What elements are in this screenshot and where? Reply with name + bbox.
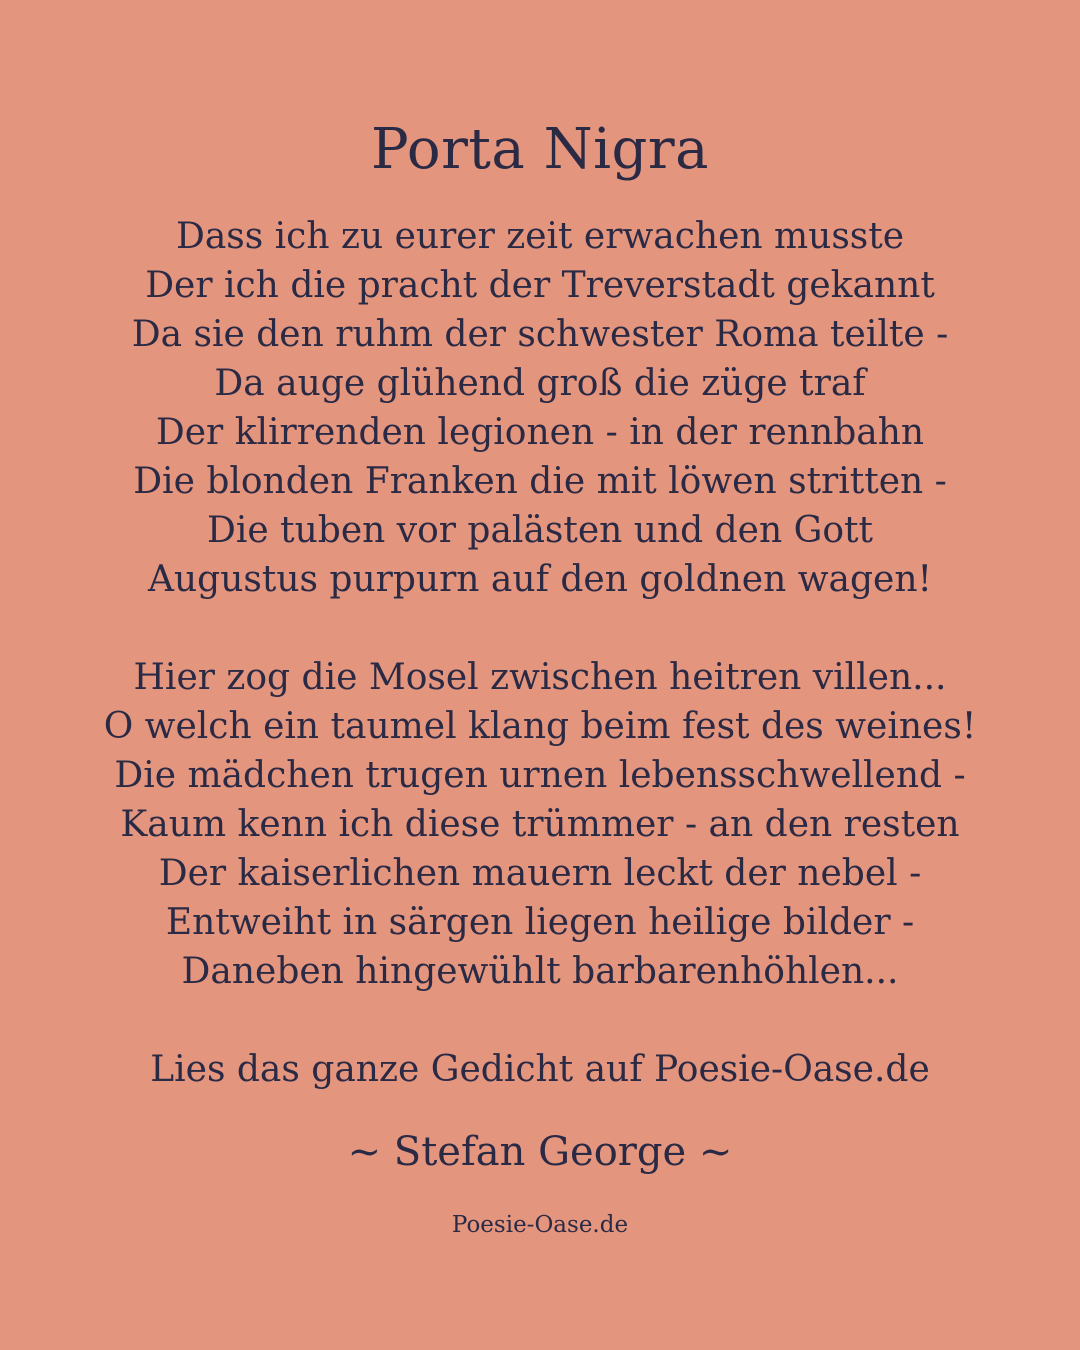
stanza-2 — [0, 653, 1080, 996]
read-full-poem-note: Lies das ganze Gedicht auf Poesie-Oase.de — [150, 1049, 930, 1090]
poem-line: Der kaiserlichen mauern leckt der nebel - — [158, 853, 922, 894]
site-watermark: Poesie-Oase.de — [451, 1212, 629, 1238]
poem-line: Die tuben vor palästen und den Gott — [207, 510, 873, 551]
poem-line: Kaum kenn ich diese trümmer - an den resten — [120, 804, 960, 845]
poem-line: Augustus purpurn auf den goldnen wagen! — [147, 559, 933, 600]
poem-title: Porta Nigra — [371, 117, 709, 182]
stanza-1 — [0, 212, 1080, 604]
poem-line: O welch ein taumel klang beim fest des weines! — [103, 706, 977, 747]
poem-line: Daneben hingewühlt barbarenhöhlen... — [181, 951, 899, 992]
poem-line: Der klirrenden legionen - in der rennbahn — [155, 412, 925, 453]
poem-line: Der ich die pracht der Treverstadt gekannt — [145, 265, 935, 306]
poem-line: Die blonden Franken die mit löwen stritten - — [133, 461, 947, 502]
author-name: ~ Stefan George ~ — [347, 1129, 733, 1175]
poem-body — [0, 212, 1080, 1045]
poem-line: Dass ich zu eurer zeit erwachen musste — [175, 216, 905, 257]
poem-line: Da sie den ruhm der schwester Roma teilte - — [131, 314, 949, 355]
poem-line: Die mädchen trugen urnen lebensschwellend - — [114, 755, 966, 796]
poem-line: Da auge glühend groß die züge traf — [214, 363, 866, 404]
poem-line: Entweiht in särgen liegen heilige bilder - — [165, 902, 915, 943]
poem-line: Hier zog die Mosel zwischen heitren villen... — [133, 657, 947, 698]
